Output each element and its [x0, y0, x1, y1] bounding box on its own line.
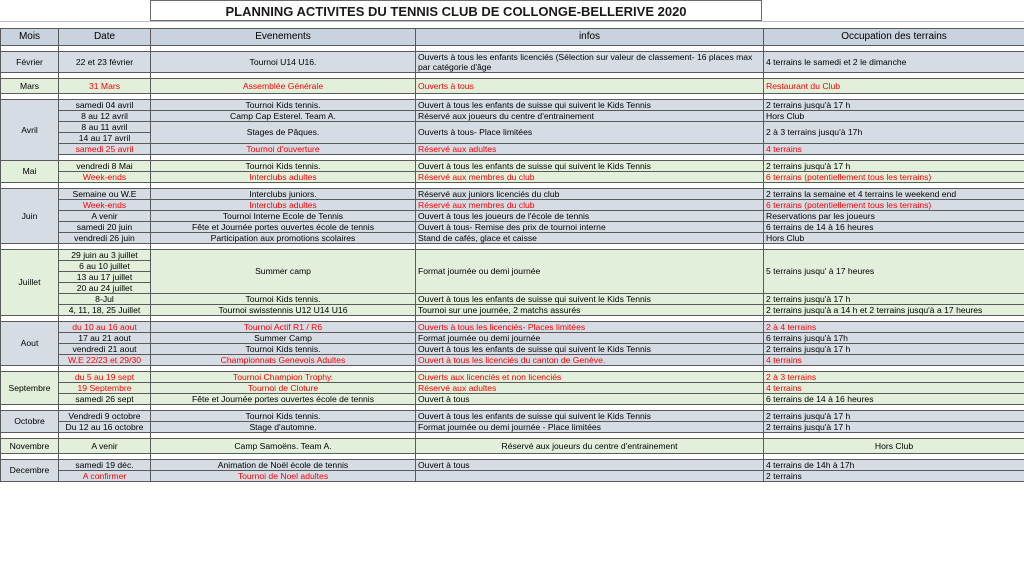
date-cell: Semaine ou W.E: [59, 189, 151, 200]
occupation-cell: Restaurant du Club: [764, 79, 1024, 94]
table-row: [1, 422, 1024, 433]
date-cell: vendredi 26 juin: [59, 233, 151, 244]
event-cell: Tournoi Kids tennis.: [151, 161, 416, 172]
date-cell: 20 au 24 juillet: [59, 283, 151, 294]
info-cell: Ouvert à tous les enfants de suisse qui suivent le Kids Tennis: [416, 411, 764, 422]
table-row: [1, 79, 1024, 94]
date-cell: 31 Mars: [59, 79, 151, 94]
date-cell: du 10 au 16 aout: [59, 322, 151, 333]
date-cell: A venir: [59, 439, 151, 454]
table-row: [1, 383, 1024, 394]
occupation-cell: 2 à 4 terrains: [764, 322, 1024, 333]
occupation-cell: 4 terrains le samedi et 2 le dimanche: [764, 52, 1024, 73]
planning-table: [0, 28, 1024, 482]
occupation-cell: 5 terrains jusqu' à 17 heures: [764, 250, 1024, 294]
date-cell: Week-ends: [59, 172, 151, 183]
occupation-cell: 2 terrains jusqu'à a 14 h et 2 terrains jusqu'à a 17 heures: [764, 305, 1024, 316]
date-cell: samedi 25 avril: [59, 144, 151, 155]
event-cell: Summer Camp: [151, 333, 416, 344]
event-cell: Tournoi Kids tennis.: [151, 411, 416, 422]
date-cell: vendredi 21 aout: [59, 344, 151, 355]
event-cell: Tournoi Kids tennis.: [151, 344, 416, 355]
date-cell: 4, 11, 18, 25 Juillet: [59, 305, 151, 316]
occupation-cell: 2 terrains jusqu'à 17 h: [764, 422, 1024, 433]
event-cell: Tournoi swisstennis U12 U14 U16: [151, 305, 416, 316]
event-cell: Tournoi de Cloture: [151, 383, 416, 394]
occupation-cell: 6 terrains (potentiellement tous les terrains): [764, 172, 1024, 183]
info-cell: Ouverts aux licenciés et non licenciés: [416, 372, 764, 383]
table-row: [1, 122, 1024, 133]
table-row: [1, 144, 1024, 155]
info-cell: [416, 471, 764, 482]
table-row: [1, 222, 1024, 233]
date-cell: 8-Jul: [59, 294, 151, 305]
date-cell: du 5 au 19 sept: [59, 372, 151, 383]
table-row: [1, 111, 1024, 122]
table-row: [1, 305, 1024, 316]
date-cell: 29 juin au 3 juillet: [59, 250, 151, 261]
month-cell: Juillet: [1, 250, 59, 316]
occupation-cell: Reservations par les joueurs: [764, 211, 1024, 222]
month-cell: Octobre: [1, 411, 59, 433]
event-cell: Tournoi Kids tennis.: [151, 294, 416, 305]
info-cell: Ouvert à tous les enfants de suisse qui suivent le Kids Tennis: [416, 344, 764, 355]
info-cell: Ouvert à tous les enfants de suisse qui suivent le Kids Tennis: [416, 294, 764, 305]
info-cell: Réservé aux joueurs du centre d'entrainement: [416, 111, 764, 122]
occupation-cell: 6 terrains (potentiellement tous les terrains): [764, 200, 1024, 211]
occupation-cell: 6 terrains de 14 à 16 heures: [764, 222, 1024, 233]
month-cell: Novembre: [1, 439, 59, 454]
date-cell: samedi 20 juin: [59, 222, 151, 233]
info-cell: Ouvert à tous: [416, 460, 764, 471]
event-cell: Tournoi Champion Trophy.: [151, 372, 416, 383]
event-cell: Tournoi d'ouverture: [151, 144, 416, 155]
event-cell: Tournoi Interne Ecole de Tennis: [151, 211, 416, 222]
table-row: [1, 250, 1024, 261]
date-cell: 17 au 21 aout: [59, 333, 151, 344]
event-cell: Summer camp: [151, 250, 416, 294]
event-cell: Assemblée Générale: [151, 79, 416, 94]
info-cell: Réservé aux joueurs du centre d'entrainement: [416, 439, 764, 454]
date-cell: 14 au 17 avril: [59, 133, 151, 144]
table-row: [1, 52, 1024, 73]
info-cell: Ouverts à tous les enfants licenciés (Sélection sur valeur de classement- 16 places max par catégorie d'âge: [416, 52, 764, 73]
occupation-cell: Hors Club: [764, 439, 1024, 454]
month-cell: Février: [1, 52, 59, 73]
occupation-cell: 2 terrains jusqu'à 17 h: [764, 344, 1024, 355]
table-row: [1, 372, 1024, 383]
date-cell: W.E 22/23 et 29/30: [59, 355, 151, 366]
info-cell: Réservé aux juniors licenciés du club: [416, 189, 764, 200]
date-cell: 8 au 11 avril: [59, 122, 151, 133]
occupation-cell: 2 terrains: [764, 471, 1024, 482]
occupation-cell: 2 terrains jusqu'à 17 h: [764, 161, 1024, 172]
info-cell: Ouverts à tous les licenciés- Places limitées: [416, 322, 764, 333]
month-cell: Avril: [1, 100, 59, 161]
table-row: [1, 333, 1024, 344]
occupation-cell: Hors Club: [764, 111, 1024, 122]
occupation-cell: 2 terrains la semaine et 4 terrains le weekend end: [764, 189, 1024, 200]
occupation-cell: 2 à 3 terrains jusqu'à 17h: [764, 122, 1024, 144]
event-cell: Interclubs adultes: [151, 200, 416, 211]
col-header-evenements: Evenements: [151, 29, 416, 46]
occupation-cell: 2 terrains jusqu'à 17 h: [764, 411, 1024, 422]
info-cell: Ouverts à tous: [416, 79, 764, 94]
event-cell: Tournoi de Noel adultes: [151, 471, 416, 482]
info-cell: Ouvert à tous les enfants de suisse qui suivent le Kids Tennis: [416, 161, 764, 172]
info-cell: Réservé aux adultes: [416, 144, 764, 155]
table-row: [1, 460, 1024, 471]
date-cell: 8 au 12 avril: [59, 111, 151, 122]
info-cell: Ouverts à tous- Place limitées: [416, 122, 764, 144]
event-cell: Interclubs adultes: [151, 172, 416, 183]
occupation-cell: 6 terrains de 14 à 16 heures: [764, 394, 1024, 405]
occupation-cell: 4 terrains: [764, 355, 1024, 366]
event-cell: Championnats Genevois Adultes: [151, 355, 416, 366]
date-cell: 13 au 17 juillet: [59, 272, 151, 283]
info-cell: Réservé aux membres du club: [416, 200, 764, 211]
event-cell: Interclubs juniors.: [151, 189, 416, 200]
date-cell: Week-ends: [59, 200, 151, 211]
table-row: [1, 439, 1024, 454]
date-cell: 19 Septembre: [59, 383, 151, 394]
event-cell: Fête et Journée portes ouvertes école de tennis: [151, 222, 416, 233]
event-cell: Tournoi Actif R1 / R6: [151, 322, 416, 333]
event-cell: Tournoi Kids tennis.: [151, 100, 416, 111]
event-cell: Animation de Noël école de tennis: [151, 460, 416, 471]
date-cell: A venir: [59, 211, 151, 222]
occupation-cell: 2 terrains jusqu'à 17 h: [764, 294, 1024, 305]
event-cell: Camp Samoëns. Team A.: [151, 439, 416, 454]
info-cell: Tournoi sur une journée, 2 matchs assurés: [416, 305, 764, 316]
info-cell: Ouvert à tous les licenciés du canton de Genève.: [416, 355, 764, 366]
table-row: [1, 233, 1024, 244]
month-cell: Decembre: [1, 460, 59, 482]
date-cell: samedi 26 sept: [59, 394, 151, 405]
info-cell: Format journée ou demi journée: [416, 333, 764, 344]
info-cell: Réservé aux adultes: [416, 383, 764, 394]
table-row: [1, 294, 1024, 305]
occupation-cell: 4 terrains: [764, 144, 1024, 155]
col-header-infos: infos: [416, 29, 764, 46]
date-cell: Vendredi 9 octobre: [59, 411, 151, 422]
info-cell: Format journée ou demi journée - Place limitées: [416, 422, 764, 433]
table-row: [1, 355, 1024, 366]
occupation-cell: 2 à 3 terrains: [764, 372, 1024, 383]
date-cell: samedi 19 déc.: [59, 460, 151, 471]
occupation-cell: 2 terrains jusqu'à 17 h: [764, 100, 1024, 111]
info-cell: Ouvert à tous les joueurs de l'école de tennis: [416, 211, 764, 222]
date-cell: A confirmer: [59, 471, 151, 482]
date-cell: 22 et 23 février: [59, 52, 151, 73]
event-cell: Fête et Journée portes ouvertes école de tennis: [151, 394, 416, 405]
date-cell: Du 12 au 16 octobre: [59, 422, 151, 433]
event-cell: Participation aux promotions scolaires: [151, 233, 416, 244]
table-row: [1, 189, 1024, 200]
page-title: PLANNING ACTIVITES DU TENNIS CLUB DE COLLONGE-BELLERIVE 2020: [150, 0, 762, 21]
month-cell: Aout: [1, 322, 59, 366]
occupation-cell: 4 terrains: [764, 383, 1024, 394]
info-cell: Stand de cafés, glace et caisse: [416, 233, 764, 244]
info-cell: Ouvert à tous- Remise des prix de tournoi interne: [416, 222, 764, 233]
table-row: [1, 471, 1024, 482]
date-cell: vendredi 8 Mai: [59, 161, 151, 172]
table-row: [1, 411, 1024, 422]
info-cell: Réservé aux membres du club: [416, 172, 764, 183]
date-cell: 6 au 10 juillet: [59, 261, 151, 272]
occupation-cell: Hors Club: [764, 233, 1024, 244]
table-row: [1, 172, 1024, 183]
table-row: [1, 394, 1024, 405]
col-header-occupation: Occupation des terrains: [764, 29, 1024, 46]
table-row: [1, 344, 1024, 355]
info-cell: Format journée ou demi journée: [416, 250, 764, 294]
header-row: [1, 29, 1024, 46]
occupation-cell: 6 terrains jusqu'à 17h: [764, 333, 1024, 344]
info-cell: Ouvert à tous les enfants de suisse qui suivent le Kids Tennis: [416, 100, 764, 111]
col-header-mois: Mois: [1, 29, 59, 46]
month-cell: Septembre: [1, 372, 59, 405]
occupation-cell: 4 terrains de 14h à 17h: [764, 460, 1024, 471]
event-cell: Stage d'automne.: [151, 422, 416, 433]
table-row: [1, 200, 1024, 211]
event-cell: Tournoi U14 U16.: [151, 52, 416, 73]
event-cell: Camp Cap Esterel. Team A.: [151, 111, 416, 122]
table-row: [1, 211, 1024, 222]
month-cell: Mai: [1, 161, 59, 183]
event-cell: Stages de Pâques.: [151, 122, 416, 144]
col-header-date: Date: [59, 29, 151, 46]
month-cell: Mars: [1, 79, 59, 94]
table-row: [1, 322, 1024, 333]
table-row: [1, 161, 1024, 172]
date-cell: samedi 04 avril: [59, 100, 151, 111]
info-cell: Ouvert à tous: [416, 394, 764, 405]
month-cell: Juin: [1, 189, 59, 244]
table-row: [1, 100, 1024, 111]
